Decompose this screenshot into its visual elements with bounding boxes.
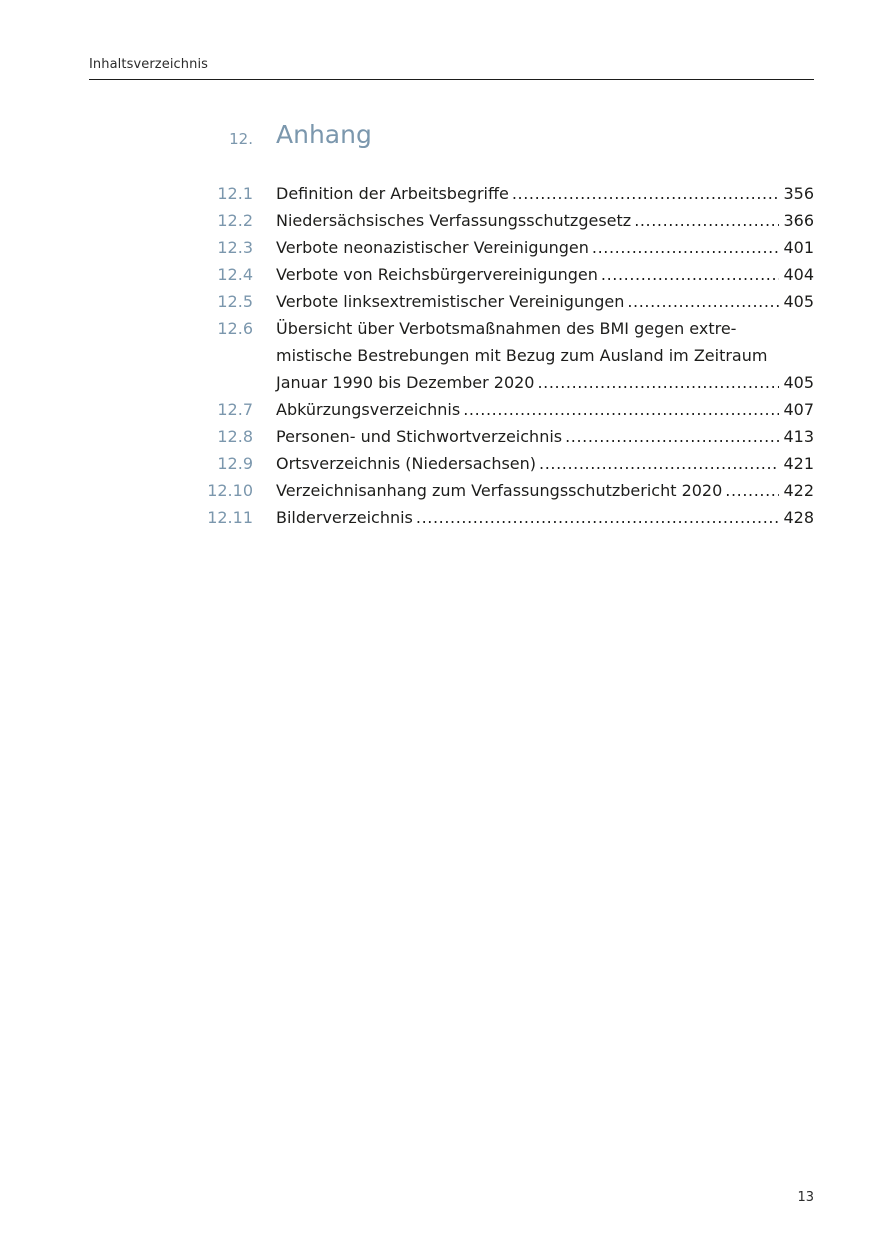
toc-entry-page: 404 (783, 265, 814, 284)
toc-entry-title: Abkürzungsverzeichnis (276, 400, 461, 419)
dot-leader (634, 207, 779, 234)
toc-entry-number: 12.3 (217, 238, 253, 257)
dot-leader (601, 261, 780, 288)
toc-entry[interactable] (200, 315, 814, 396)
toc-entry[interactable] (200, 396, 814, 423)
running-header-title: Inhaltsverzeichnis (89, 57, 209, 72)
chapter-number: 12. (229, 130, 253, 148)
toc-entry-title: Ortsverzeichnis (Niedersachsen) (276, 454, 537, 473)
toc-entry-number: 12.4 (217, 265, 253, 284)
toc-entry-number: 12.8 (217, 427, 253, 446)
toc-entry[interactable] (200, 423, 814, 450)
toc-entry-page: 413 (783, 427, 814, 446)
toc-entry-page: 401 (783, 238, 814, 257)
page-number: 13 (797, 1190, 814, 1205)
toc-entry-title-line: mistische Bestrebungen mit Bezug zum Ausland im Zeitraum (276, 346, 768, 365)
toc-entry-title: Bilderverzeichnis (276, 508, 413, 527)
toc-entry[interactable] (200, 288, 814, 315)
toc-entry-page: 422 (783, 481, 814, 500)
toc-entry-page: 356 (783, 184, 814, 203)
chapter-title: Anhang (276, 120, 372, 149)
dot-leader (627, 288, 779, 315)
toc-entry[interactable] (200, 504, 814, 531)
toc-entry-page: 407 (783, 400, 814, 419)
table-of-contents (200, 180, 814, 531)
toc-entry-title: Verbote linksextremistischer Vereinigungen (276, 292, 625, 311)
dot-leader (512, 180, 780, 207)
toc-entry-number: 12.7 (217, 400, 253, 419)
dot-leader (416, 504, 780, 531)
toc-entry[interactable] (200, 180, 814, 207)
toc-entry-title: Personen- und Stichwortverzeichnis (276, 427, 563, 446)
toc-entry[interactable] (200, 234, 814, 261)
toc-entry[interactable] (200, 450, 814, 477)
toc-entry-title: Verbote von Reichsbürgervereinigungen (276, 265, 598, 284)
toc-entry[interactable] (200, 207, 814, 234)
toc-entry-number: 12.2 (217, 211, 253, 230)
toc-entry-title: Niedersächsisches Verfassungsschutzgesetz (276, 211, 632, 230)
dot-leader (539, 450, 779, 477)
dot-leader (537, 369, 779, 396)
toc-entry-number: 12.1 (217, 184, 253, 203)
toc-entry-title: Januar 1990 bis Dezember 2020 (276, 373, 535, 392)
toc-entry-title: Definition der Arbeitsbegriffe (276, 184, 509, 203)
dot-leader (565, 423, 779, 450)
toc-entry-title: Verbote neonazistischer Vereinigungen (276, 238, 589, 257)
dot-leader (725, 477, 779, 504)
toc-entry-page: 428 (783, 508, 814, 527)
toc-entry-number: 12.5 (217, 292, 253, 311)
toc-entry[interactable] (200, 477, 814, 504)
toc-entry-page: 366 (783, 211, 814, 230)
toc-entry-number: 12.11 (207, 508, 253, 527)
dot-leader (463, 396, 779, 423)
toc-entry-number: 12.9 (217, 454, 253, 473)
toc-entry-number: 12.10 (207, 481, 253, 500)
toc-entry-page: 421 (783, 454, 814, 473)
header-rule (89, 79, 814, 80)
toc-entry-number: 12.6 (217, 319, 253, 338)
toc-entry[interactable] (200, 261, 814, 288)
dot-leader (592, 234, 780, 261)
toc-entry-title-line: Übersicht über Verbotsmaßnahmen des BMI gegen extre- (276, 319, 737, 338)
toc-entry-page: 405 (783, 373, 814, 392)
chapter-heading (200, 120, 814, 156)
toc-entry-page: 405 (783, 292, 814, 311)
toc-entry-title: Verzeichnisanhang zum Verfassungsschutzbericht 2020 (276, 481, 723, 500)
